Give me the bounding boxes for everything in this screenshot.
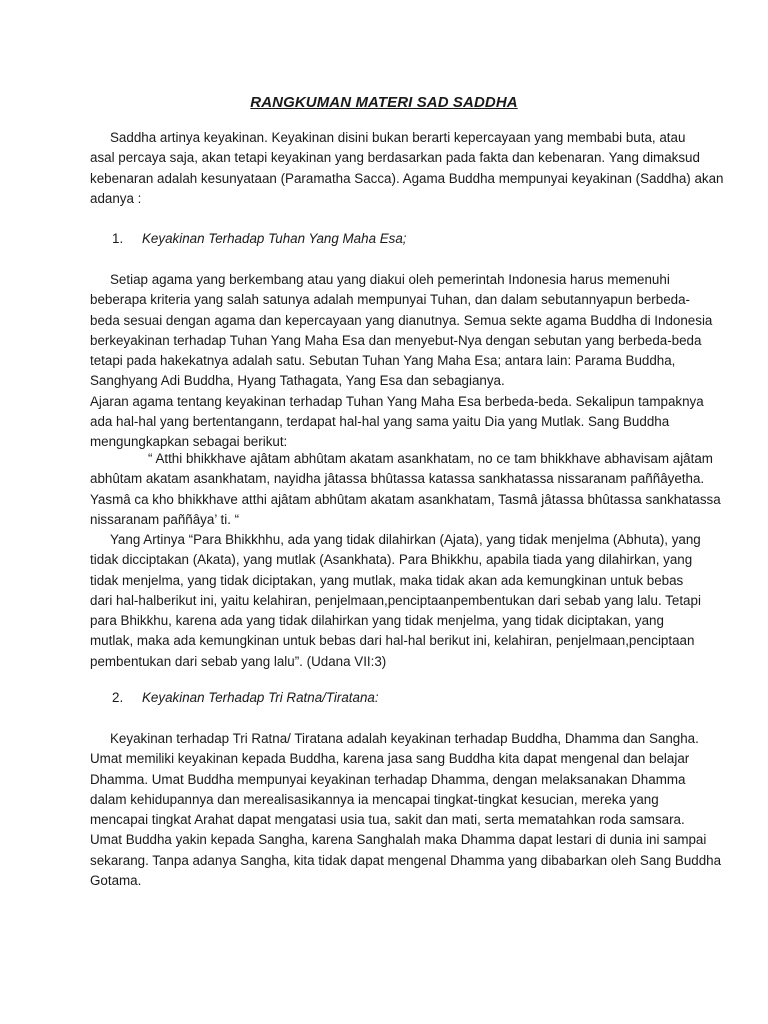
text-line: dalam kehidupannya dan merealisasikannya ia mencapai tingkat-tingkat kesucian, mereka yang xyxy=(90,791,659,807)
text-line: Setiap agama yang berkembang atau yang diakui oleh pemerintah Indonesia harus memenuhi xyxy=(110,272,670,287)
text-line: adanya : xyxy=(90,190,142,206)
text-line: para Bhikkhu, karena ada yang tidak dilahirkan yang tidak menjelma, yang tidak diciptakan, yang xyxy=(90,613,664,629)
section-2-heading xyxy=(112,690,379,705)
text-line: Gotama. xyxy=(90,873,142,889)
text-line: Saddha artinya keyakinan. Keyakinan disini bukan berarti kepercayaan yang membabi buta, atau xyxy=(110,130,686,145)
text-line: tetapi pada hakekatnya adalah satu. Sebutan Tuhan Yang Maha Esa; antara lain: Parama Buddha, xyxy=(90,353,676,369)
text-line: beda sesuai dengan agama dan kepercayaan yang dianutnya. Semua sekte agama Buddha di Indonesia xyxy=(90,312,713,328)
text-line: berkeyakinan terhadap Tuhan Yang Maha Esa dan menyebut-Nya dengan sebutan yang berbeda-beda xyxy=(90,332,702,348)
section-1-heading xyxy=(112,231,407,246)
text-line: Ajaran agama tentang keyakinan terhadap Tuhan Yang Maha Esa berbeda-beda. Sekalipun tampaknya xyxy=(90,393,704,409)
section-2-paragraph xyxy=(90,729,722,891)
text-line: beberapa kriteria yang salah satunya adalah mempunyai Tuhan, dan dalam sebutannyapun berbeda- xyxy=(90,292,691,308)
text-line: tidak dicciptakan (Akata), yang mutlak (Asankhata). Para Bhikkhu, apabila tiada yang dilahirkan, yang xyxy=(90,552,693,568)
intro-paragraph xyxy=(90,128,724,209)
text-line: sekarang. Tanpa adanya Sangha, kita tidak dapat mengenal Dhamma yang dibabarkan oleh Sang Buddha xyxy=(90,852,722,868)
pali-quote xyxy=(90,449,721,530)
text-line: “ Atthi bhikkhave ajâtam abhûtam akatam asankhatam, no ce tam bhikkhave abhavisam ajâtam xyxy=(148,451,713,466)
text-line: dari hal-halberikut ini, yaitu kelahiran, penjelmaan,penciptaanpembentukan dari sebab yang lalu. Tetapi xyxy=(90,592,701,608)
section-1-paragraph xyxy=(90,270,713,453)
text-line: Sanghyang Adi Buddha, Hyang Tathagata, Yang Esa dan sebagianya. xyxy=(90,373,505,389)
text-line: nissaranam paññâya’ ti. “ xyxy=(90,511,240,527)
section-1-number: 1. xyxy=(112,231,124,246)
text-line: ada hal-hal yang bertentangann, terdapat hal-hal yang sama yaitu Dia yang Mutlak. Sang Buddha xyxy=(90,414,670,430)
text-line: abhûtam akatam asankhatam, nayidha jâtassa bhûtassa katassa sankhatassa nissaranam paññâyetha. xyxy=(90,471,705,487)
text-line: mencapai tingkat Arahat dapat mengatasi usia tua, sakit dan mati, serta mematahkan roda samsara. xyxy=(90,812,685,828)
quote-translation xyxy=(90,530,701,672)
text-line: asal percaya saja, akan tetapi keyakinan yang berdasarkan pada fakta dan kebenaran. Yang dimaksud xyxy=(90,150,700,166)
text-line: kebenaran adalah kesunyataan (Paramatha Sacca). Agama Buddha mempunyai keyakinan (Saddha) akan xyxy=(90,170,724,186)
section-2-title: Keyakinan Terhadap Tri Ratna/Tiratana: xyxy=(142,690,379,705)
text-line: pembentukan dari sebab yang lalu”. (Udana VII:3) xyxy=(90,653,387,669)
text-line: Umat memiliki keyakinan kepada Buddha, karena jasa sang Buddha kita dapat mengenal dan belajar xyxy=(90,751,690,767)
text-line: Umat Buddha yakin kepada Sangha, karena Sanghalah maka Dhamma dapat lestari di dunia ini sampai xyxy=(90,832,707,848)
text-line: Yang Artinya “Para Bhikkhhu, ada yang tidak dilahirkan (Ajata), yang tidak menjelma (Abhuta), yang xyxy=(110,532,701,547)
text-line: tidak menjelma, yang tidak diciptakan, yang mutlak, maka tidak akan ada kemungkinan untuk bebas xyxy=(90,572,684,588)
text-line: Yasmâ ca kho bhikkhave atthi ajâtam abhûtam akatam asankhatam, Tasmâ jâtassa bhûtassa sankhatassa xyxy=(90,491,721,507)
section-2-number: 2. xyxy=(112,690,124,705)
text-line: Keyakinan terhadap Tri Ratna/ Tiratana adalah keyakinan terhadap Buddha, Dhamma dan Sangha. xyxy=(110,731,699,746)
text-line: mutlak, maka ada kemungkinan untuk bebas dari hal-hal berikut ini, kelahiran, penjelmaan,penciptaan xyxy=(90,633,695,649)
text-line: Dhamma. Umat Buddha mempunyai keyakinan terhadap Dhamma, dengan melaksanakan Dhamma xyxy=(90,771,686,787)
text-line: mengungkapkan sebagai berikut: xyxy=(90,434,288,450)
section-1-title: Keyakinan Terhadap Tuhan Yang Maha Esa; xyxy=(142,231,407,246)
document-title: RANGKUMAN MATERI SAD SADDHA xyxy=(250,94,518,111)
